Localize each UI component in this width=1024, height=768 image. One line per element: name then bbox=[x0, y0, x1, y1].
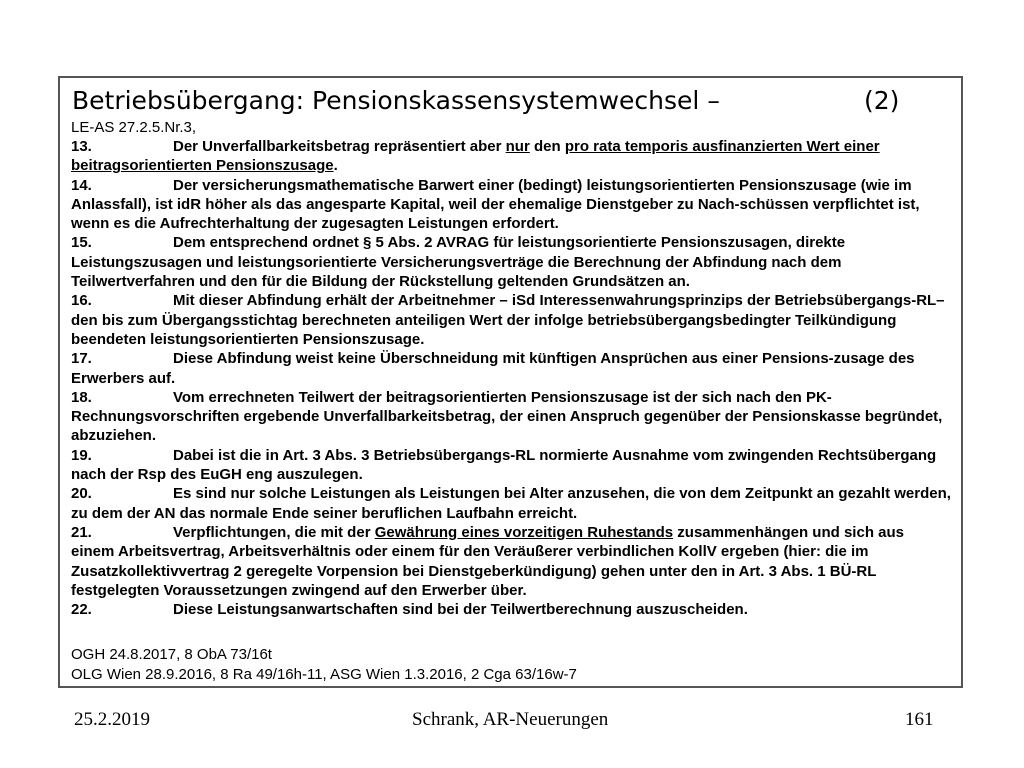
paragraph bbox=[71, 349, 951, 388]
underlined-text: pro rata temporis ausfinanzierten Wert einer beitragsorientierten Pensionszusage bbox=[71, 138, 880, 175]
paragraph-number: 19. bbox=[71, 446, 92, 464]
paragraph bbox=[71, 176, 951, 234]
paragraph-text: Diese Leistungsanwartschaften sind bei der Teilwertberechnung auszuscheiden. bbox=[173, 601, 748, 619]
underlined-text: Gewährung eines vorzeitigen Ruhestands bbox=[374, 523, 674, 541]
paragraph bbox=[71, 233, 951, 291]
paragraph bbox=[71, 137, 951, 176]
paragraph bbox=[71, 291, 951, 349]
paragraph-text: . bbox=[333, 157, 338, 175]
footer-date: 25.2.2019 bbox=[74, 709, 150, 730]
paragraph bbox=[71, 388, 951, 446]
citation-list bbox=[71, 645, 577, 684]
paragraph-number: 17. bbox=[71, 350, 92, 368]
paragraph-number: 16. bbox=[71, 292, 92, 310]
citation-ogh: OGH 24.8.2017, 8 ObA 73/16t bbox=[71, 646, 272, 663]
slide-title-number: (2) bbox=[864, 86, 900, 115]
citation-olg: OLG Wien 28.9.2016, 8 Ra 49/16h-11, ASG Wien 1.3.2016, 2 Cga 63/16w-7 bbox=[71, 665, 577, 683]
paragraph-number: 13. bbox=[71, 138, 92, 155]
paragraph-number: 14. bbox=[71, 176, 92, 194]
paragraph-text: Vom errechneten Teilwert der beitragsorientierten Pensionszusage ist der sich nach den PK-Rechnungsvorschriften ergebende Unverfallbarkeitsbetrag, der einen Anspruch gegenüber der Pensionskasse begründet, abzuziehen. bbox=[71, 388, 943, 445]
paragraph-text: Der versicherungsmathematische Barwert einer (bedingt) leistungsorientierten Pensionszusage (wie im Anlassfall), ist idR höher als das angesparte Kapital, weil der ehemalige Dienstgeber zu Nach-schüssen verpflichtet ist, wenn es die Aufrechterhaltung der zugesagten Leistungen erfordert. bbox=[71, 176, 920, 233]
paragraph bbox=[71, 600, 951, 619]
paragraph-text: Verpflichtungen, die mit der bbox=[173, 523, 375, 541]
slide-title bbox=[72, 84, 952, 118]
paragraph bbox=[71, 484, 951, 523]
paragraph-number: 20. bbox=[71, 485, 92, 503]
footer-author: Schrank, AR-Neuerungen bbox=[412, 709, 609, 730]
paragraph bbox=[71, 523, 951, 600]
paragraph-text: Dabei ist die in Art. 3 Abs. 3 Betriebsübergangs-RL normierte Ausnahme vom zwingenden Rechtsübergang nach der Rsp des EuGH eng auszulegen. bbox=[71, 446, 937, 484]
paragraph bbox=[71, 446, 951, 485]
underlined-text: nur bbox=[505, 138, 530, 155]
paragraph-text: Der Unverfallbarkeitsbetrag repräsentiert aber bbox=[173, 138, 506, 155]
paragraph-number: 18. bbox=[71, 388, 92, 406]
paragraph-list bbox=[71, 137, 951, 619]
slide-subheading: LE-AS 27.2.5.Nr.3, bbox=[71, 119, 197, 136]
footer-page-number: 161 bbox=[905, 709, 934, 730]
paragraph-number: 15. bbox=[71, 234, 92, 252]
paragraph-text: den bbox=[529, 138, 565, 155]
paragraph-text: Diese Abfindung weist keine Überschneidung mit künftigen Ansprüchen aus einer Pensions-zusage des Erwerbers auf. bbox=[71, 350, 915, 387]
slide-title-text: Betriebsübergang: Pensionskassensystemwechsel – bbox=[72, 86, 720, 115]
paragraph-text: Mit dieser Abfindung erhält der Arbeitnehmer – iSd Interessenwahrungsprinzips der Betriebsübergangs-RL– den bis zum Übergangsstichtag berechneten anteiligen Wert der infolge betriebsübergangsbedingter Teilkündigung beendeten leistungsorientierten Pensionszusage. bbox=[71, 292, 945, 348]
paragraph-text: Es sind nur solche Leistungen als Leistungen bei Alter anzusehen, die von dem Zeitpunkt an gezahlt werden, zu dem der AN das normale Ende seiner beruflichen Laufbahn erreicht. bbox=[71, 485, 951, 522]
paragraph-text: zusammenhängen und sich aus einem Arbeitsvertrag, Arbeitsverhältnis oder einem für den Veräußerer verbindlichen KollV ergeben (hier: die im Zusatzkollektivvertrag 2 geregelte Vorpension bei Dienstgeberkündigung) gehen unter den in Art. 3 Abs. 1 BÜ-RL festgelegten Voraussetzungen zwingend auf den Erwerber über. bbox=[71, 523, 904, 599]
paragraph-number: 22. bbox=[71, 601, 92, 619]
paragraph-text: Dem entsprechend ordnet § 5 Abs. 2 AVRAG für leistungsorientierte Pensionszusagen, direkte Leistungszusagen und leistungsorientierte Versicherungsverträge die Berechnung der Abfindung nach dem Teilwertverfahren und den für die Bildung der Rückstellung geltenden Grundsätzen an. bbox=[71, 234, 846, 291]
paragraph-number: 21. bbox=[71, 523, 92, 541]
